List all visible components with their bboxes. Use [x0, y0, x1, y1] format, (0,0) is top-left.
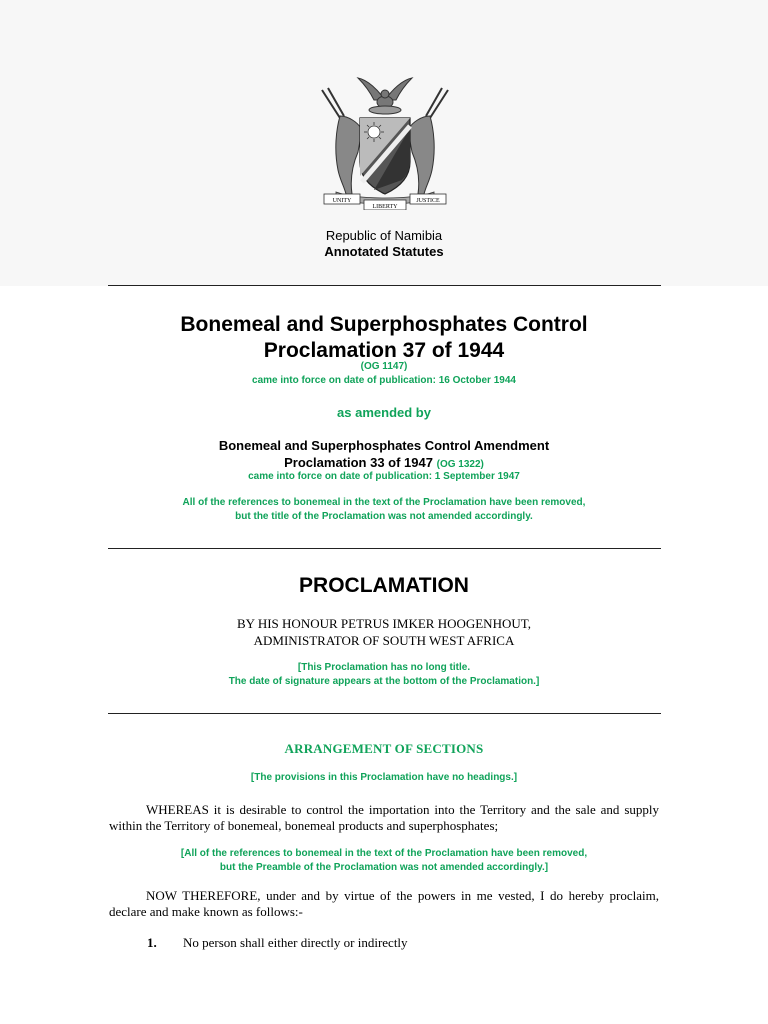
divider-top [108, 285, 661, 286]
country-name: Republic of Namibia [325, 228, 443, 243]
enacting-paragraph [109, 888, 659, 920]
preamble-annotation-line-1: [All of the references to bonemeal in the text of the Proclamation have been removed, [180, 848, 588, 859]
section-1-text: No person shall either directly or indirectly [183, 935, 408, 950]
arrangement-heading: ARRANGEMENT OF SECTIONS [284, 741, 484, 756]
arrangement-annotation: [The provisions in this Proclamation have no headings.] [250, 772, 518, 783]
long-title-annotation-line-1: [This Proclamation has no long title. [297, 662, 471, 673]
gazette-reference: (OG 1147) [360, 361, 408, 372]
long-title-annotation-line-2: The date of signature appears at the bottom of the Proclamation.] [228, 676, 540, 687]
long-title-annotation [0, 661, 768, 689]
document-title [0, 312, 768, 364]
commencement-note: came into force on date of publication: 16 October 1944 [252, 375, 516, 386]
title-line-2: Proclamation 37 of 1944 [263, 339, 505, 362]
collection-name: Annotated Statutes [324, 244, 444, 259]
publisher-block [0, 228, 768, 260]
preamble-paragraph [109, 802, 659, 834]
amendment-gazette-reference: (OG 1322) [436, 459, 484, 470]
title-annotation [0, 496, 768, 524]
title-annotation-line-2: but the title of the Proclamation was not amended accordingly. [235, 511, 533, 522]
divider-middle [108, 548, 661, 549]
motto-unity: UNITY [332, 198, 352, 204]
preamble-annotation-line-2: but the Preamble of the Proclamation was not amended accordingly.] [219, 862, 549, 873]
title-line-1: Bonemeal and Superphosphates Control [180, 313, 588, 336]
preamble-text: WHEREAS it is desirable to control the importation into the Territory and the sale and supply within the Territory of bonemeal, bonemeal products and superphosphates; [109, 802, 659, 833]
divider-bottom [108, 713, 661, 714]
amendment-commencement-note: came into force on date of publication: 1 September 1947 [248, 471, 520, 482]
motto-liberty: LIBERTY [372, 204, 398, 210]
amendment-title-line-2: Proclamation 33 of 1947 [284, 455, 433, 470]
namibia-coat-of-arms-icon [318, 70, 452, 210]
amended-by-heading: as amended by [337, 405, 431, 420]
section-1 [147, 935, 408, 951]
proclamation-heading: PROCLAMATION [299, 574, 469, 597]
amendment-title [0, 437, 768, 473]
title-annotation-line-1: All of the references to bonemeal in the text of the Proclamation have been removed, [182, 497, 586, 508]
byline-line-2: ADMINISTRATOR OF SOUTH WEST AFRICA [253, 633, 515, 648]
motto-justice: JUSTICE [416, 198, 440, 204]
proclamation-byline [0, 615, 768, 649]
section-1-number: 1. [147, 935, 157, 950]
enacting-text: NOW THEREFORE, under and by virtue of the powers in me vested, I do hereby proclaim, declare and make known as follows:- [109, 888, 659, 919]
amendment-title-line-1: Bonemeal and Superphosphates Control Amendment [218, 438, 550, 453]
byline-line-1: BY HIS HONOUR PETRUS IMKER HOOGENHOUT, [237, 616, 531, 631]
preamble-annotation [0, 847, 768, 875]
